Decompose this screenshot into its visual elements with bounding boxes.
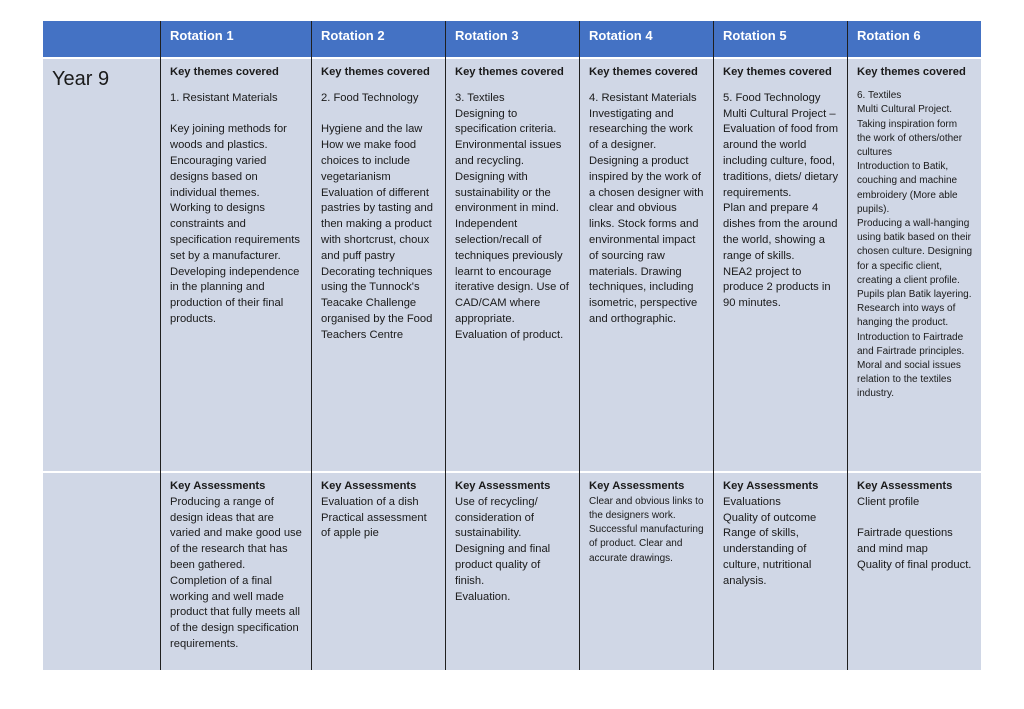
assess-text-3: Use of recycling/ consideration of sustainability. Designing and final product quality of finish. Evaluation.	[455, 495, 551, 603]
header-rotation-2: Rotation 2	[311, 21, 445, 57]
assess-heading: Key Assessments	[170, 480, 266, 492]
themes-cell-6	[848, 59, 981, 471]
assess-text-4: Clear and obvious links to the designers work. Successful manufacturing of product. Clear and accurate drawings.	[589, 495, 704, 564]
themes-cell-5	[714, 59, 847, 471]
assess-heading: Key Assessments	[321, 480, 417, 492]
themes-cell-2	[312, 59, 445, 471]
assess-text-2: Evaluation of a dish Practical assessment of apple pie	[321, 495, 427, 540]
assess-cell-6	[848, 473, 981, 670]
themes-heading: Key themes covered	[723, 66, 832, 78]
themes-text-4: 4. Resistant Materials Investigating and researching the work of a designer. Designing a product inspired by the work of a chosen designer with clear and obvious links. Stock forms and environmental impact of sourcing raw materials. Drawing techniques, including isometric, perspective and orthographic.	[589, 91, 704, 325]
themes-heading: Key themes covered	[857, 66, 966, 78]
themes-heading: Key themes covered	[455, 66, 564, 78]
themes-text-6: 6. Textiles Multi Cultural Project. Taking inspiration form the work of others/other cultures Introduction to Batik, couching and machine embroidery (More able pupils). Producing a wall-hanging using batik based on their chosen culture. Designing for a specific client, creating a client profile. Pupils plan Batik layering. Research into ways of hanging the product. Introduction to Fairtrade and Fairtrade principles. Moral and social issues relation to the textiles industry.	[857, 90, 973, 400]
assess-heading: Key Assessments	[455, 480, 551, 492]
assess-heading: Key Assessments	[857, 480, 953, 492]
assess-heading: Key Assessments	[723, 480, 819, 492]
themes-text-3: 3. Textiles Designing to specification criteria. Environmental issues and recycling. Designing with sustainability or the environment in mind. Independent selection/recall of techniques previously learnt to encourage iterative design. Use of CAD/CAM where appropriate. Evaluation of product.	[455, 91, 569, 341]
header-rotation-3: Rotation 3	[445, 21, 579, 57]
year-label: Year 9	[52, 68, 110, 90]
header-corner	[43, 21, 160, 57]
themes-heading: Key themes covered	[321, 66, 430, 78]
themes-text-2: 2. Food Technology Hygiene and the law How we make food choices to include vegetarianism Evaluation of different pastries by tasting and then making a product with shortcrust, choux and puff pastry Decorating techniques using the Tunnock's Teacake Challenge organised by the Food Teachers Centre	[321, 91, 433, 341]
header-rotation-5: Rotation 5	[713, 21, 847, 57]
header-rotation-6: Rotation 6	[847, 21, 981, 57]
themes-cell-3	[446, 59, 579, 471]
header-rotation-4: Rotation 4	[579, 21, 713, 57]
header-rotation-1: Rotation 1	[160, 21, 311, 57]
assess-cell-2	[312, 473, 445, 670]
themes-cell-1	[161, 59, 311, 471]
themes-heading: Key themes covered	[170, 66, 279, 78]
curriculum-table	[43, 21, 981, 670]
assess-cell-1	[161, 473, 311, 670]
assess-heading: Key Assessments	[589, 480, 685, 492]
themes-text-1: 1. Resistant Materials Key joining methods for woods and plastics. Encouraging varied designs based on individual themes. Working to designs constraints and specification requirements set by a manufacturer. Developing independence in the planning and production of their final products.	[170, 91, 300, 325]
assess-cell-5	[714, 473, 847, 670]
themes-cell-4	[580, 59, 713, 471]
assess-cell-3	[446, 473, 579, 670]
assess-text-1: Producing a range of design ideas that are varied and make good use of the research that has been gathered. Completion of a final working and well made product that fully meets all of the design specification requirements.	[170, 495, 302, 650]
assess-text-5: Evaluations Quality of outcome Range of skills, understanding of culture, nutritional analysis.	[723, 495, 817, 587]
assess-cell-4	[580, 473, 713, 670]
themes-heading: Key themes covered	[589, 66, 698, 78]
themes-text-5: 5. Food Technology Multi Cultural Project – Evaluation of food from around the world including culture, food, traditions, diets/ dietary requirements. Plan and prepare 4 dishes from the around the world, showing a range of skills. NEA2 project to produce 2 products in 90 minutes.	[723, 91, 839, 310]
assess-text-6: Client profile Fairtrade questions and mind map Quality of final product.	[857, 495, 972, 571]
